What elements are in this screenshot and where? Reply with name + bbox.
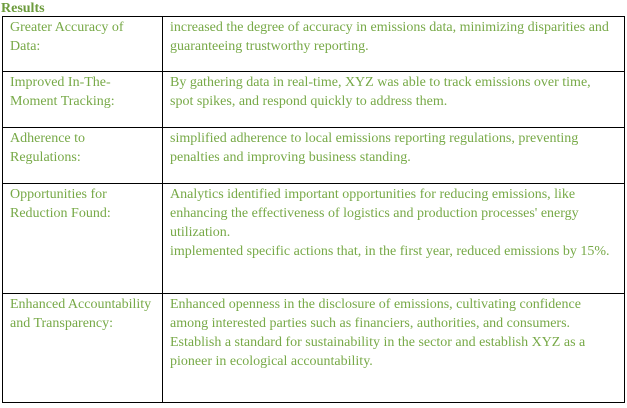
row-label: Enhanced Accountability and Transparency: — [3, 294, 163, 403]
description-paragraph: Enhanced openness in the disclosure of emissions, cultivating confidence among interested parties such as financiers, authorities, and consumers. — [170, 297, 581, 331]
table-row — [3, 294, 625, 403]
row-description — [163, 128, 625, 184]
table-row — [3, 128, 625, 184]
description-paragraph: implemented specific actions that, in the first year, reduced emissions by 15%. — [170, 244, 610, 259]
table-row — [3, 184, 625, 294]
row-label: Adherence to Regulations: — [3, 128, 163, 184]
description-paragraph: increased the degree of accuracy in emissions data, minimizing disparities and guaranteeing trustworthy reporting. — [170, 20, 609, 54]
results-table — [2, 16, 625, 403]
row-label: Greater Accuracy of Data: — [3, 17, 163, 72]
section-heading: Results — [1, 1, 45, 16]
description-paragraph: simplified adherence to local emissions reporting regulations, preventing penalties and improving business standing. — [170, 131, 579, 165]
row-description — [163, 294, 625, 403]
row-label: Improved In-The-Moment Tracking: — [3, 72, 163, 128]
row-label: Opportunities for Reduction Found: — [3, 184, 163, 294]
description-paragraph: By gathering data in real-time, XYZ was able to track emissions over time, spot spikes, and respond quickly to address them. — [170, 75, 591, 109]
table-row — [3, 72, 625, 128]
row-description — [163, 17, 625, 72]
table-row — [3, 17, 625, 72]
row-description — [163, 72, 625, 128]
description-paragraph: Analytics identified important opportunities for reducing emissions, like enhancing the effectiveness of logistics and production processes' energy utilization. — [170, 187, 579, 240]
row-description — [163, 184, 625, 294]
description-paragraph: Establish a standard for sustainability in the sector and establish XYZ as a pioneer in ecological accountability. — [170, 335, 586, 369]
